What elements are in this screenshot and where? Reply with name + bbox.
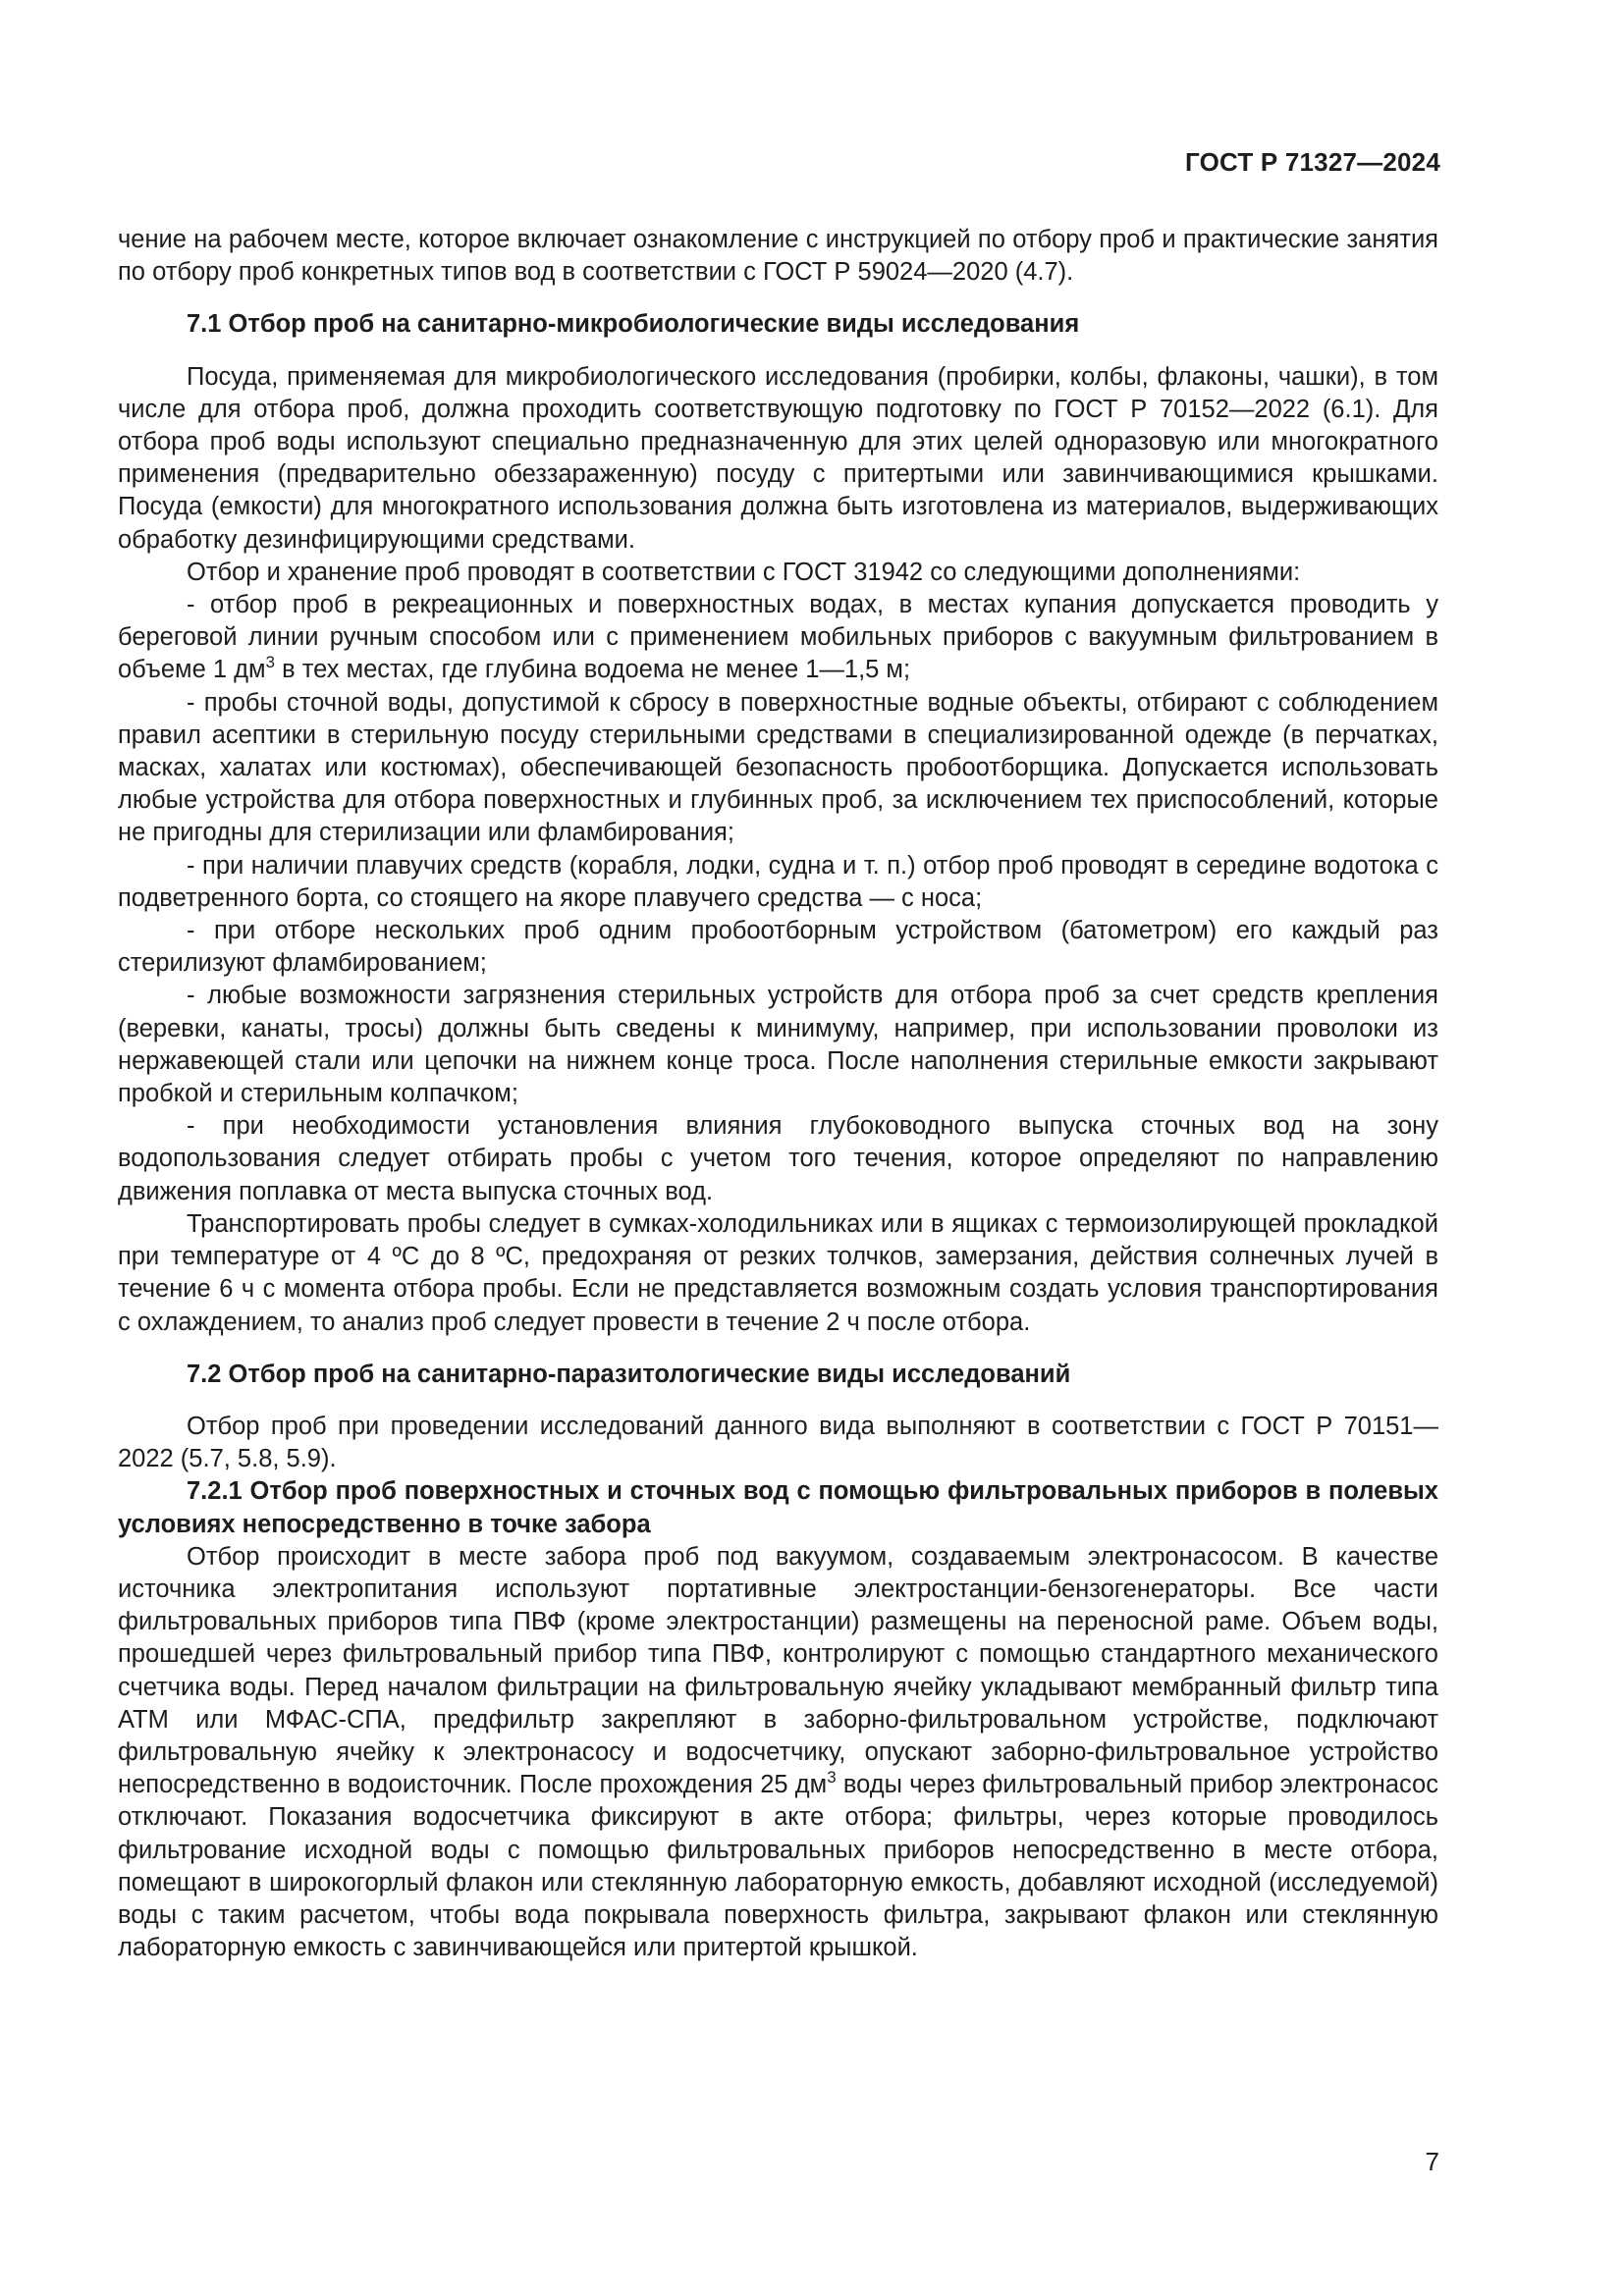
paragraph-7-2-1-procedure [118,1541,1438,1965]
list-item-bathometer: - при отборе нескольких проб одним пробоотборным устройством (батометром) его каждый раз стерилизуют фламбированием; [118,917,1438,978]
paragraph-intro: чение на рабочем месте, которое включает ознакомление с инструкцией по отбору проб и практические занятия по отбору проб конкретных типов вод в соответствии с ГОСТ Р 59024—2020 (4.7). [118,226,1438,287]
paragraph-text: воды через фильтровальный прибор электронасос отключают. Показания водосчетчика фиксируют в акте отбора; фильтры, через которые проводилось фильтрование исходной воды с помощью фильтровальных приборов непосредственно в месте отбора, помещают в широкогорлый флакон или стеклянную лабораторную емкость, добавляют исходной (исследуемой) воды с таким расчетом, чтобы вода покрывала поверхность фильтра, закрывают флакон или стеклянную лабораторную емкость с завинчивающейся или притертой крышкой. [118,1771,1438,1962]
list-item-wastewater: - пробы сточной воды, допустимой к сбросу в поверхностные водные объекты, отбирают с соблюдением правил асептики в стерильную посуду стерильными средствами в специализированной одежде (в перчатках, масках, халатах или костюмах), обеспечивающей безопасность пробоотборщика. Допускается использовать любые устройства для отбора поверхностных и глубинных проб, за исключением тех приспособлений, которые не пригодны для стерилизации или фламбирования; [118,688,1438,847]
superscript-3: 3 [265,653,276,672]
list-item-deep-outlet: - при необходимости установления влияния глубоководного выпуска сточных вод на зону водопользования следует отбирать пробы с учетом того течения, которое определяют по направлению движения поплавка от места выпуска сточных вод. [118,1112,1438,1205]
paragraph-7-1-sampling: Отбор и хранение проб проводят в соответствии с ГОСТ 31942 со следующими дополнениями: [187,558,1301,586]
document-header-id: ГОСТ Р 71327—2024 [1185,147,1440,177]
document-body [118,224,1438,1964]
paragraph-7-2-intro: Отбор проб при проведении исследований данного вида выполняют в соответствии с ГОСТ Р 70151—2022 (5.7, 5.8, 5.9). [118,1412,1438,1473]
section-7-2-heading: 7.2 Отбор проб на санитарно-паразитологические виды исследований [187,1360,1071,1388]
superscript-3: 3 [827,1768,837,1788]
list-item-recreational-waters [118,589,1438,687]
list-item-floating-craft: - при наличии плавучих средств (корабля, лодки, судна и т. п.) отбор проб проводят в середине водотока с подветренного борта, со стоящего на якоре плавучего средства — с носа; [118,851,1438,912]
page-number: 7 [1425,2147,1439,2176]
list-item-contamination: - любые возможности загрязнения стерильных устройств для отбора проб за счет средств крепления (веревки, канаты, тросы) должны быть сведены к минимуму, например, при использовании проволоки из нержавеющей стали или цепочки на нижнем конце троса. После наполнения стерильные емкости закрывают пробкой и стерильным колпачком; [118,982,1438,1108]
list-item-text: в тех местах, где глубина водоема не менее 1—1,5 м; [275,656,911,684]
paragraph-text: Отбор происходит в месте забора проб под вакуумом, создаваемым электронасосом. В качестве источника электропитания используют портативные электростанции-бензогенераторы. Все части фильтровальных приборов типа ПВФ (кроме электростанции) размещены на переносной раме. Объем воды, прошедшей через фильтровальный прибор типа ПВФ, контролируют с помощью стандартного механического счетчика воды. Перед началом фильтрации на фильтровальную ячейку укладывают мембранный фильтр типа АТМ или МФАС-СПА, предфильтр закрепляют в заборно-фильтровальном устройстве, подключают фильтровальную ячейку к электронасосу и водосчетчику, опускают заборно-фильтровальное устройство непосредственно в водоисточник. После прохождения 25 дм [118,1542,1438,1799]
list-item-text: - отбор проб в рекреационных и поверхностных водах, в местах купания допускается проводить у береговой линии ручным способом или с применением мобильных приборов с вакуумным фильтрованием в объеме 1 дм [118,591,1438,684]
paragraph-7-1-transport: Транспортировать пробы следует в сумках-холодильниках или в ящиках с термоизолирующей прокладкой при температуре от 4 ºC до 8 ºC, предохраняя от резких толчков, замерзания, действия солнечных лучей в течение 6 ч с момента отбора пробы. Если не представляется возможным создать условия транспортирования с охлаждением, то анализ проб следует провести в течение 2 ч после отбора. [118,1209,1438,1336]
section-7-1-heading: 7.1 Отбор проб на санитарно-микробиологические виды исследования [187,310,1080,339]
section-7-2-1-heading: 7.2.1 Отбор проб поверхностных и сточных вод с помощью фильтровальных приборов в полевых условиях непосредственно в точке забора [118,1477,1438,1538]
paragraph-7-1-dishes: Посуда, применяемая для микробиологического исследования (пробирки, колбы, флаконы, чашки), в том числе для отбора проб, должна проходить соответствующую подготовку по ГОСТ Р 70152—2022 (6.1). Для отбора проб воды используют специально предназначенную для этих целей одноразовую или многократного применения (предварительно обеззараженную) посуду с притертыми или завинчивающимися крышками. Посуда (емкости) для многократного использования должна быть изготовлена из материалов, выдерживающих обработку дезинфицирующими средствами. [118,362,1438,554]
